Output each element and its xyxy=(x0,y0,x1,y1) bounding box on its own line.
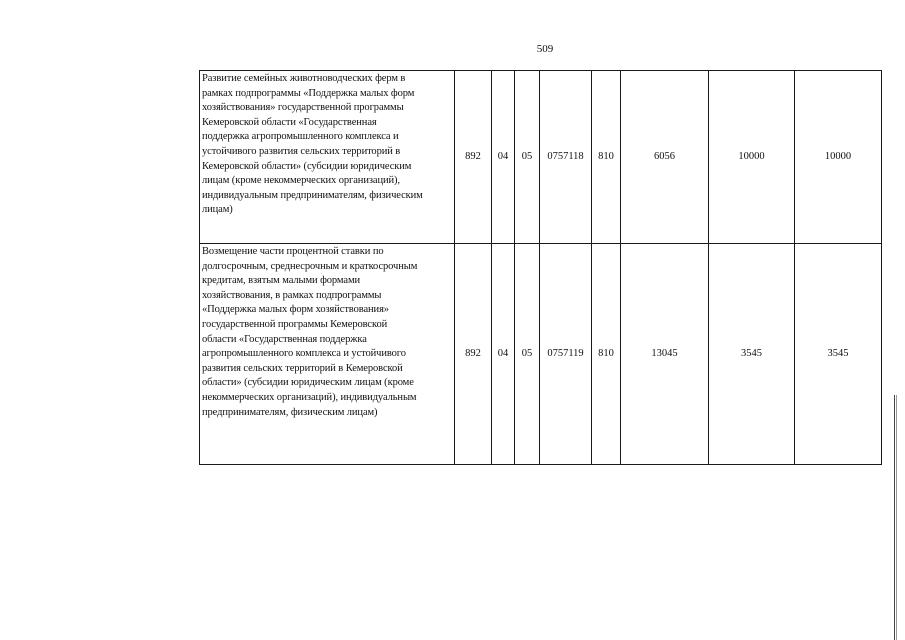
target-article-cell: 0757119 xyxy=(540,244,592,465)
row-description: Возмещение части процентной ставки по долгосрочным, среднесрочным и краткосрочным кредитам, взятым малыми формами хозяйствования, в рамках подпрограммы «Поддержка малых форм хозяйствования» государственной программы Кемеровской области «Государственная поддержка агропромышленного комплекса и устойчивого развития сельских территорий в Кемеровской области» (субсидии юридическим лицам (кроме некоммерческих организаций), индивидуальным предпринимателям, физическим лицам) xyxy=(200,244,455,465)
page-number: 509 xyxy=(536,43,554,55)
section-code-cell: 04 xyxy=(492,71,515,244)
target-article-cell: 0757118 xyxy=(540,71,592,244)
ministry-code-cell: 892 xyxy=(455,244,492,465)
amount-year-3-cell: 10000 xyxy=(795,71,882,244)
amount-year-2-cell: 10000 xyxy=(709,71,795,244)
amount-year-2-cell: 3545 xyxy=(709,244,795,465)
section-code-cell: 04 xyxy=(492,244,515,465)
subsection-code-cell: 05 xyxy=(515,244,540,465)
amount-year-1-cell: 6056 xyxy=(621,71,709,244)
table-row xyxy=(200,244,882,465)
table-row xyxy=(200,71,882,244)
amount-year-3-cell: 3545 xyxy=(795,244,882,465)
row-description: Развитие семейных животноводческих ферм в рамках подпрограммы «Поддержка малых форм хозяйствования» государственной программы Кемеровской области «Государственная поддержка агропромышленного комплекса и устойчивого развития сельских территорий в Кемеровской области» (субсидии юридическим лицам (кроме некоммерческих организаций), индивидуальным предпринимателям, физическим лицам) xyxy=(200,71,455,244)
amount-year-1-cell: 13045 xyxy=(621,244,709,465)
scan-edge-line xyxy=(894,395,895,640)
budget-table xyxy=(199,70,882,465)
subsection-code-cell: 05 xyxy=(515,71,540,244)
scan-edge-line xyxy=(896,395,897,640)
expense-type-cell: 810 xyxy=(592,244,621,465)
expense-type-cell: 810 xyxy=(592,71,621,244)
ministry-code-cell: 892 xyxy=(455,71,492,244)
